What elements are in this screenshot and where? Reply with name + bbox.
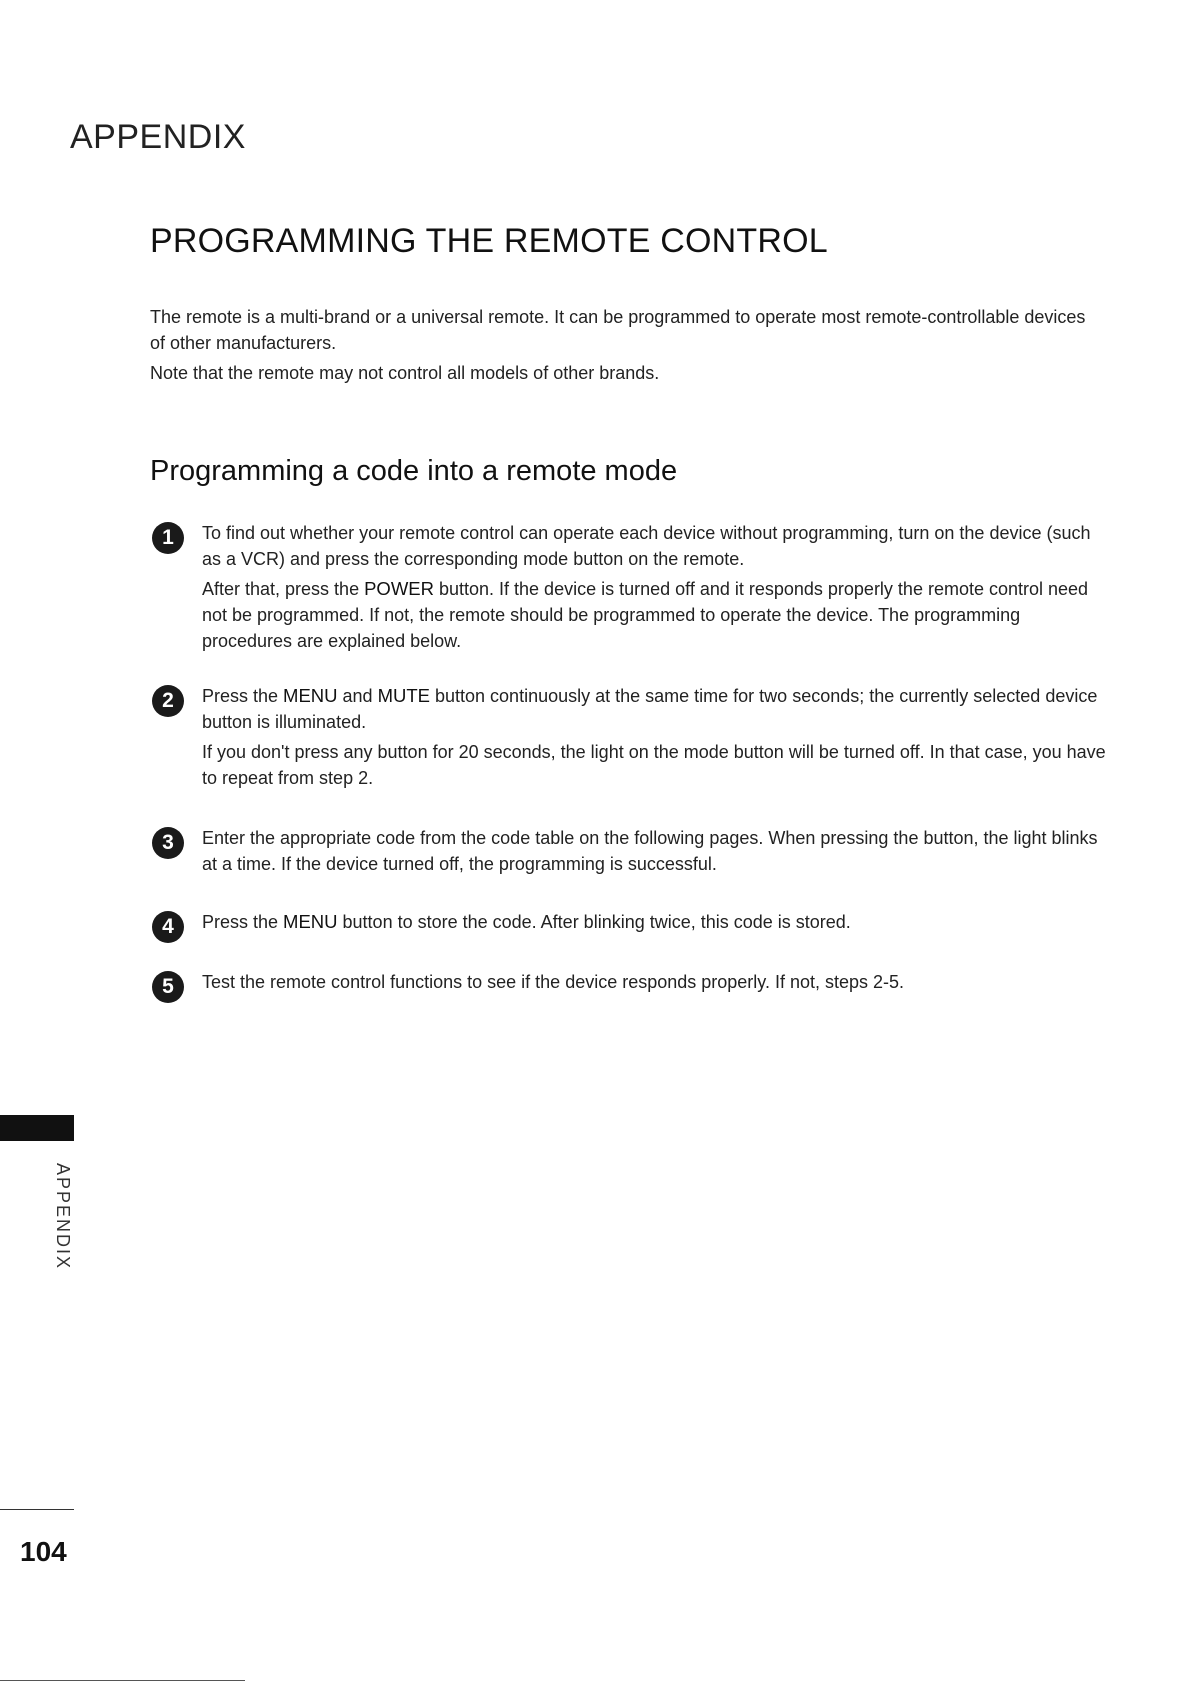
text-run: Press the [202,912,284,932]
page-title: PROGRAMMING THE REMOTE CONTROL [150,222,828,260]
text-run: button to store the code. After blinking twice, this code is stored. [337,912,851,932]
keyword-mute: MUTE [377,685,430,706]
step-number-badge: 4 [152,911,184,943]
subheading: Programming a code into a remote mode [150,455,678,487]
step-body [202,969,1110,995]
intro-paragraph: Note that the remote may not control all models of other brands. [150,363,660,383]
keyword-menu: MENU [283,685,338,706]
step-text [202,576,1110,654]
footer-divider [0,1509,74,1510]
keyword-menu: MENU [283,911,338,932]
step-3 [150,825,1110,879]
text-run: After that, press the [202,579,365,599]
page-number: 104 [20,1536,67,1567]
bottom-divider [0,1680,245,1681]
step-number-badge: 1 [152,522,184,554]
keyword-power: POWER [364,578,434,599]
step-number-badge: 2 [152,685,184,717]
text-run: button. If the device is turned off and it responds properly the remote control need not be programmed. If not, the remote should be programmed to operate the device. The programming procedures are explained below. [202,579,1089,651]
step-text: Enter the appropriate code from the code table on the following pages. When pressing the button, the light blinks at a time. If the device turned off, the programming is successful. [202,828,1098,874]
text-run: and [337,686,378,706]
side-section-label: APPENDIX [53,1163,73,1271]
step-body [202,520,1110,654]
step-number-badge: 3 [152,827,184,859]
text-run: button continuously at the same time for two seconds; the currently selected device button is illuminated. [202,686,1098,732]
step-body [202,825,1110,877]
text-run: Press the [202,686,284,706]
step-1 [150,520,1110,656]
side-tab-marker [0,1115,74,1141]
step-text: If you don't press any button for 20 seconds, the light on the mode button will be turned off. In that case, you have to repeat from step 2. [202,742,1106,788]
section-header: APPENDIX [70,118,246,156]
intro-text [150,304,1090,390]
step-text [202,683,1110,735]
intro-paragraph: The remote is a multi-brand or a universal remote. It can be programmed to operate most remote-controllable devices of other manufacturers. [150,307,1086,353]
step-number-badge: 5 [152,971,184,1003]
step-4 [150,909,1110,937]
step-text [202,909,1110,935]
step-5 [150,969,1110,997]
step-body [202,683,1110,791]
step-2 [150,683,1110,793]
step-body [202,909,1110,935]
step-text: To find out whether your remote control can operate each device without programming, turn on the device (such as a VCR) and press the corresponding mode button on the remote. [202,523,1091,569]
step-text: Test the remote control functions to see if the device responds properly. If not, steps 2-5. [202,972,905,992]
